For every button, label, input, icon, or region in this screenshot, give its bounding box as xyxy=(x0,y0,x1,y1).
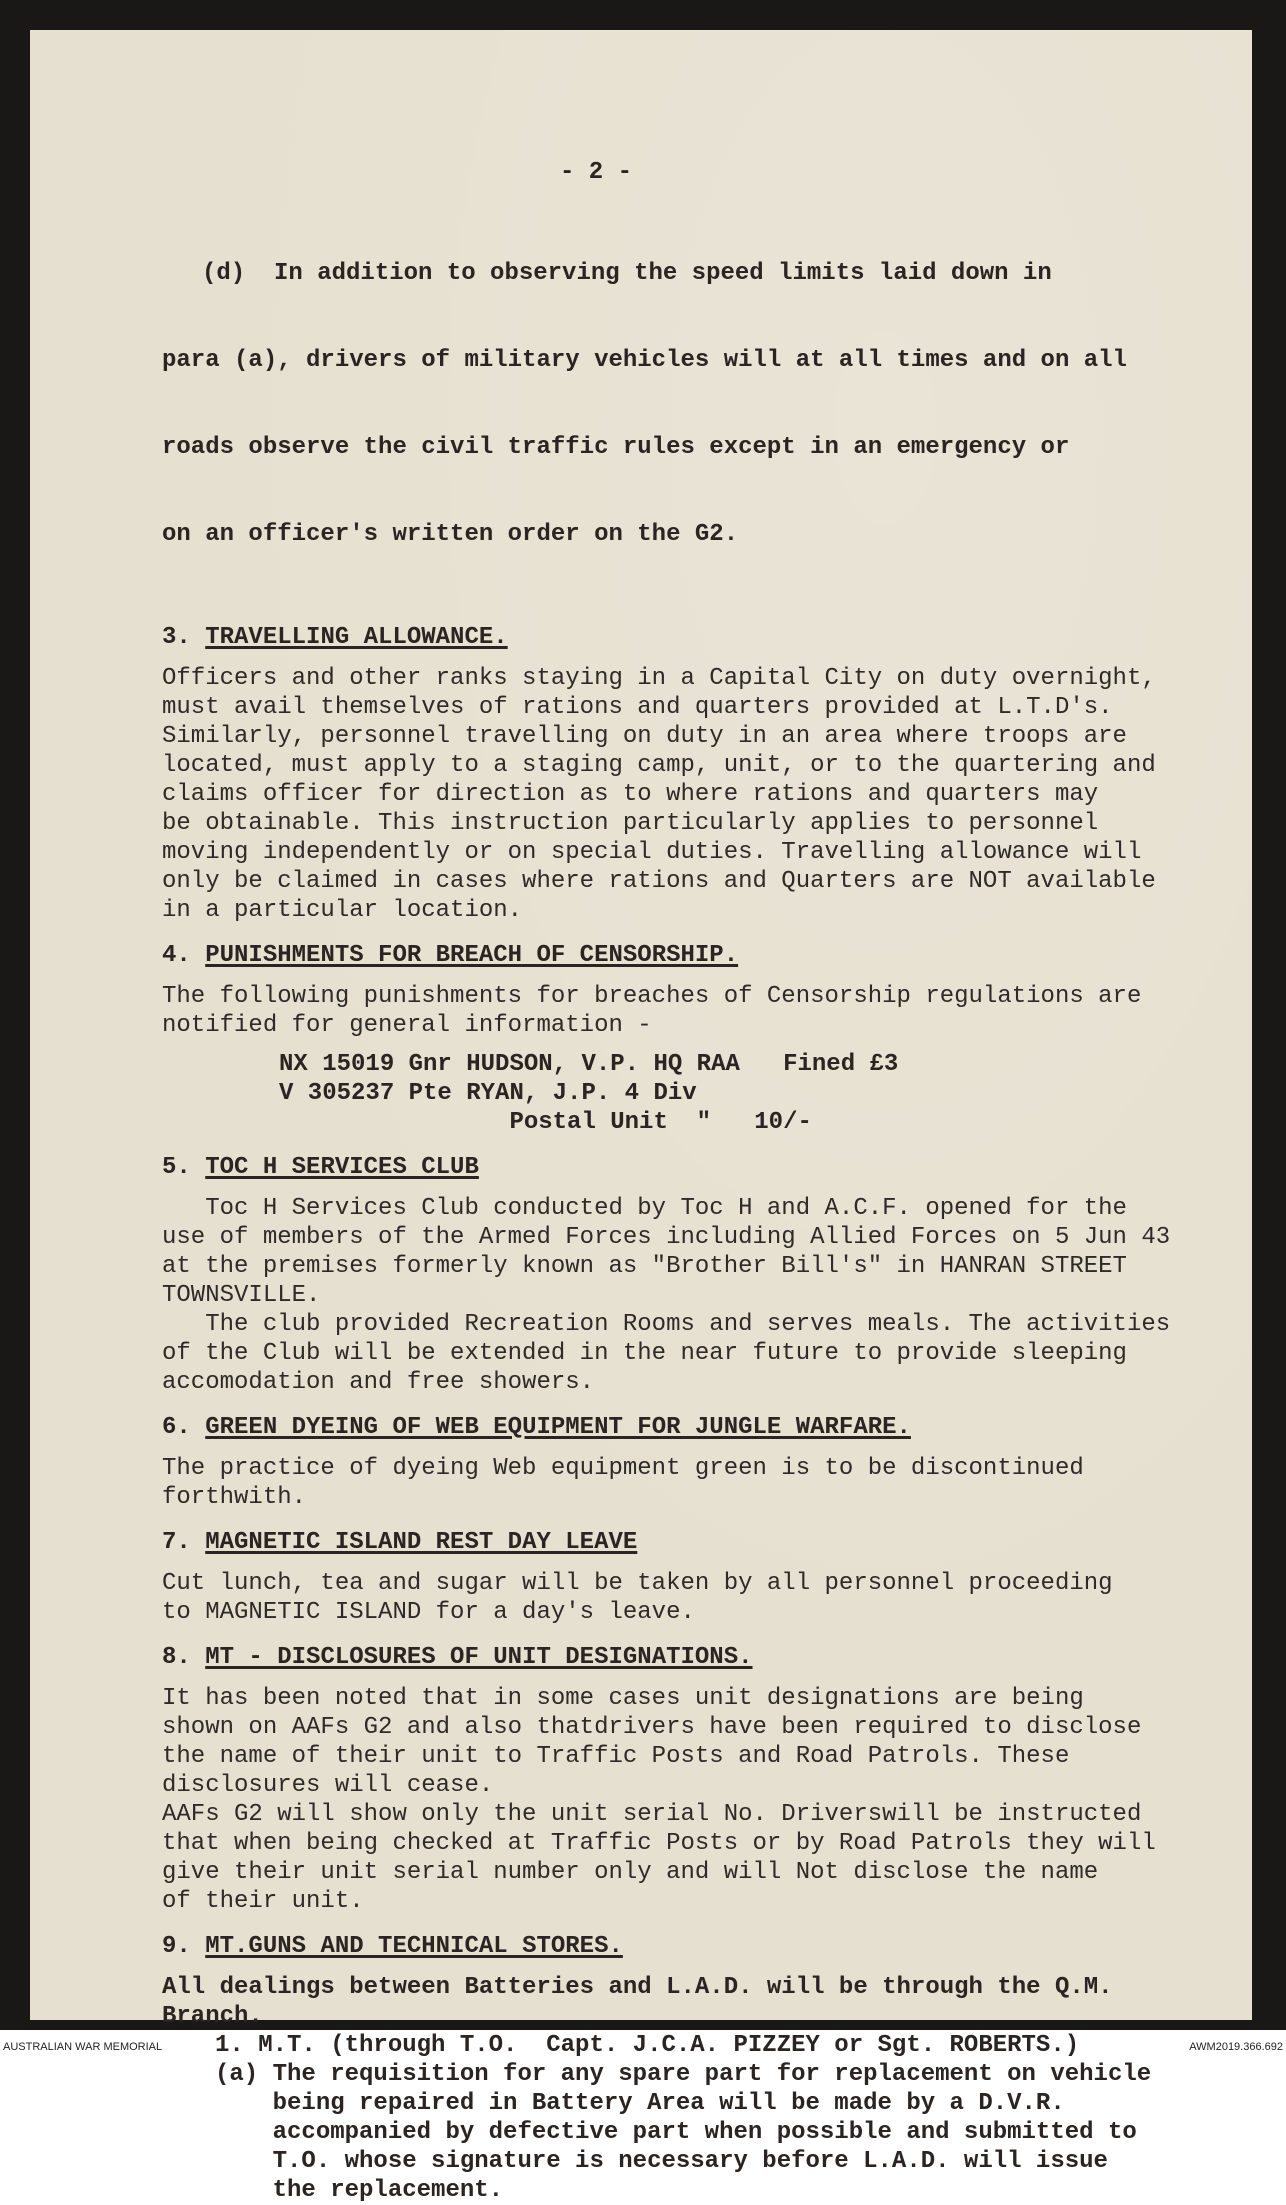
section-number: 4. xyxy=(162,942,191,969)
section-title: MT - DISCLOSURES OF UNIT DESIGNATIONS. xyxy=(205,1644,753,1671)
text-line: (a) The requisition for any spare part for replacement on vehicle xyxy=(215,2061,1152,2088)
section-body xyxy=(162,1569,1242,1627)
paragraph-d xyxy=(162,201,1242,607)
section-body xyxy=(162,982,1242,1040)
section-number: 8. xyxy=(162,1644,191,1671)
text-line: the replacement. xyxy=(215,2177,504,2204)
section-title: GREEN DYEING OF WEB EQUIPMENT FOR JUNGLE WARFARE. xyxy=(205,1414,911,1441)
text-line: being repaired in Battery Area will be made by a D.V.R. xyxy=(215,2090,1065,2117)
section-heading xyxy=(162,1932,1242,1961)
list-item: V 305237 Pte RYAN, J.P. 4 Div xyxy=(279,1080,697,1107)
section-body xyxy=(162,1684,1242,1916)
text-line: only be claimed in cases where rations and Quarters are NOT available xyxy=(162,868,1156,895)
section xyxy=(162,623,1242,925)
section-title: TRAVELLING ALLOWANCE. xyxy=(205,624,508,651)
text-line: T.O. whose signature is necessary before L.A.D. will issue xyxy=(215,2148,1108,2175)
section xyxy=(162,941,1242,1137)
text-line: accomodation and free showers. xyxy=(162,1369,595,1396)
section xyxy=(162,1643,1242,1916)
text-line: the name of their unit to Traffic Posts and Road Patrols. These xyxy=(162,1743,1070,1770)
text-line: It has been noted that in some cases unit designations are being xyxy=(162,1685,1084,1712)
document-text xyxy=(162,158,1242,2205)
text-line: give their unit serial number only and will Not disclose the name xyxy=(162,1859,1099,1886)
section-heading xyxy=(162,1643,1242,1672)
section-number: 3. xyxy=(162,624,191,651)
text-line: The practice of dyeing Web equipment green is to be discontinued xyxy=(162,1455,1084,1482)
section-body xyxy=(162,1973,1242,2031)
text-line: notified for general information - xyxy=(162,1012,652,1039)
section-number: 6. xyxy=(162,1414,191,1441)
footer-credit: AUSTRALIAN WAR MEMORIAL xyxy=(3,2041,163,2053)
text-line: forthwith. xyxy=(162,1484,307,1511)
text-line: at the premises formerly known as "Brother Bill's" in HANRAN STREET xyxy=(162,1253,1127,1280)
text-line: Cut lunch, tea and sugar will be taken by all personnel proceeding xyxy=(162,1570,1113,1597)
text-line: TOWNSVILLE. xyxy=(162,1282,321,1309)
section xyxy=(162,1528,1242,1627)
text-line: Toc H Services Club conducted by Toc H and A.C.F. opened for the xyxy=(162,1195,1127,1222)
text-line: Branch. xyxy=(162,2003,263,2030)
section-heading xyxy=(162,623,1242,652)
text-line: Similarly, personnel travelling on duty in an area where troops are xyxy=(162,723,1127,750)
text-line: of the Club will be extended in the near future to provide sleeping xyxy=(162,1340,1127,1367)
text-line: AAFs G2 will show only the unit serial No. Driverswill be instructed xyxy=(162,1801,1142,1828)
page-number: - 2 - xyxy=(560,159,633,186)
punishment-list xyxy=(162,1050,1242,1137)
section-heading xyxy=(162,1528,1242,1557)
text-line: All dealings between Batteries and L.A.D. will be through the Q.M. xyxy=(162,1974,1113,2001)
section-body xyxy=(162,664,1242,925)
section-heading xyxy=(162,1153,1242,1182)
section-title: TOC H SERVICES CLUB xyxy=(205,1154,479,1181)
section xyxy=(162,1932,1242,2205)
list-item: Postal Unit " 10/- xyxy=(279,1109,812,1136)
text-line: The following punishments for breaches of Censorship regulations are xyxy=(162,983,1142,1010)
footer-accession-number: AWM2019.366.692 xyxy=(1189,2041,1283,2053)
sections xyxy=(162,623,1242,2205)
subsection-title: 1. M.T. (through T.O. Capt. J.C.A. PIZZEY or Sgt. ROBERTS.) xyxy=(215,2032,1080,2059)
text-line: be obtainable. This instruction particularly applies to personnel xyxy=(162,810,1099,837)
text-line: roads observe the civil traffic rules except in an emergency or xyxy=(162,434,1070,461)
text-line: shown on AAFs G2 and also thatdrivers have been required to disclose xyxy=(162,1714,1142,1741)
text-line: moving independently or on special duties. Travelling allowance will xyxy=(162,839,1142,866)
text-line: (d) In addition to observing the speed limits laid down in xyxy=(202,260,1052,287)
text-line: in a particular location. xyxy=(162,897,523,924)
text-line: must avail themselves of rations and quarters provided at L.T.D's. xyxy=(162,694,1113,721)
text-line: accompanied by defective part when possible and submitted to xyxy=(215,2119,1137,2146)
text-line: located, must apply to a staging camp, unit, or to the quartering and xyxy=(162,752,1156,779)
text-line: disclosures will cease. xyxy=(162,1772,494,1799)
subsection-heading xyxy=(162,2031,1242,2060)
section-heading xyxy=(162,941,1242,970)
text-line: that when being checked at Traffic Posts or by Road Patrols they will xyxy=(162,1830,1156,1857)
section-body xyxy=(162,1194,1242,1397)
text-line: para (a), drivers of military vehicles will at all times and on all xyxy=(162,347,1127,374)
section-heading xyxy=(162,1413,1242,1442)
section xyxy=(162,1153,1242,1397)
section-number: 7. xyxy=(162,1529,191,1556)
section-number: 9. xyxy=(162,1933,191,1960)
text-line: Officers and other ranks staying in a Capital City on duty overnight, xyxy=(162,665,1156,692)
text-line: The club provided Recreation Rooms and serves meals. The activities xyxy=(162,1311,1171,1338)
section-title: MAGNETIC ISLAND REST DAY LEAVE xyxy=(205,1529,638,1556)
section-title: MT.GUNS AND TECHNICAL STORES. xyxy=(205,1933,623,1960)
text-line: on an officer's written order on the G2. xyxy=(162,521,739,548)
section-body xyxy=(162,1454,1242,1512)
text-line: claims officer for direction as to where rations and quarters may xyxy=(162,781,1099,808)
text-line: of their unit. xyxy=(162,1888,364,1915)
section xyxy=(162,1413,1242,1512)
section-number: 5. xyxy=(162,1154,191,1181)
text-line: use of members of the Armed Forces including Allied Forces on 5 Jun 43 xyxy=(162,1224,1171,1251)
section-title: PUNISHMENTS FOR BREACH OF CENSORSHIP. xyxy=(205,942,739,969)
text-line: to MAGNETIC ISLAND for a day's leave. xyxy=(162,1599,695,1626)
subsection-a xyxy=(162,2060,1242,2205)
list-item: NX 15019 Gnr HUDSON, V.P. HQ RAA Fined £3 xyxy=(279,1051,899,1078)
